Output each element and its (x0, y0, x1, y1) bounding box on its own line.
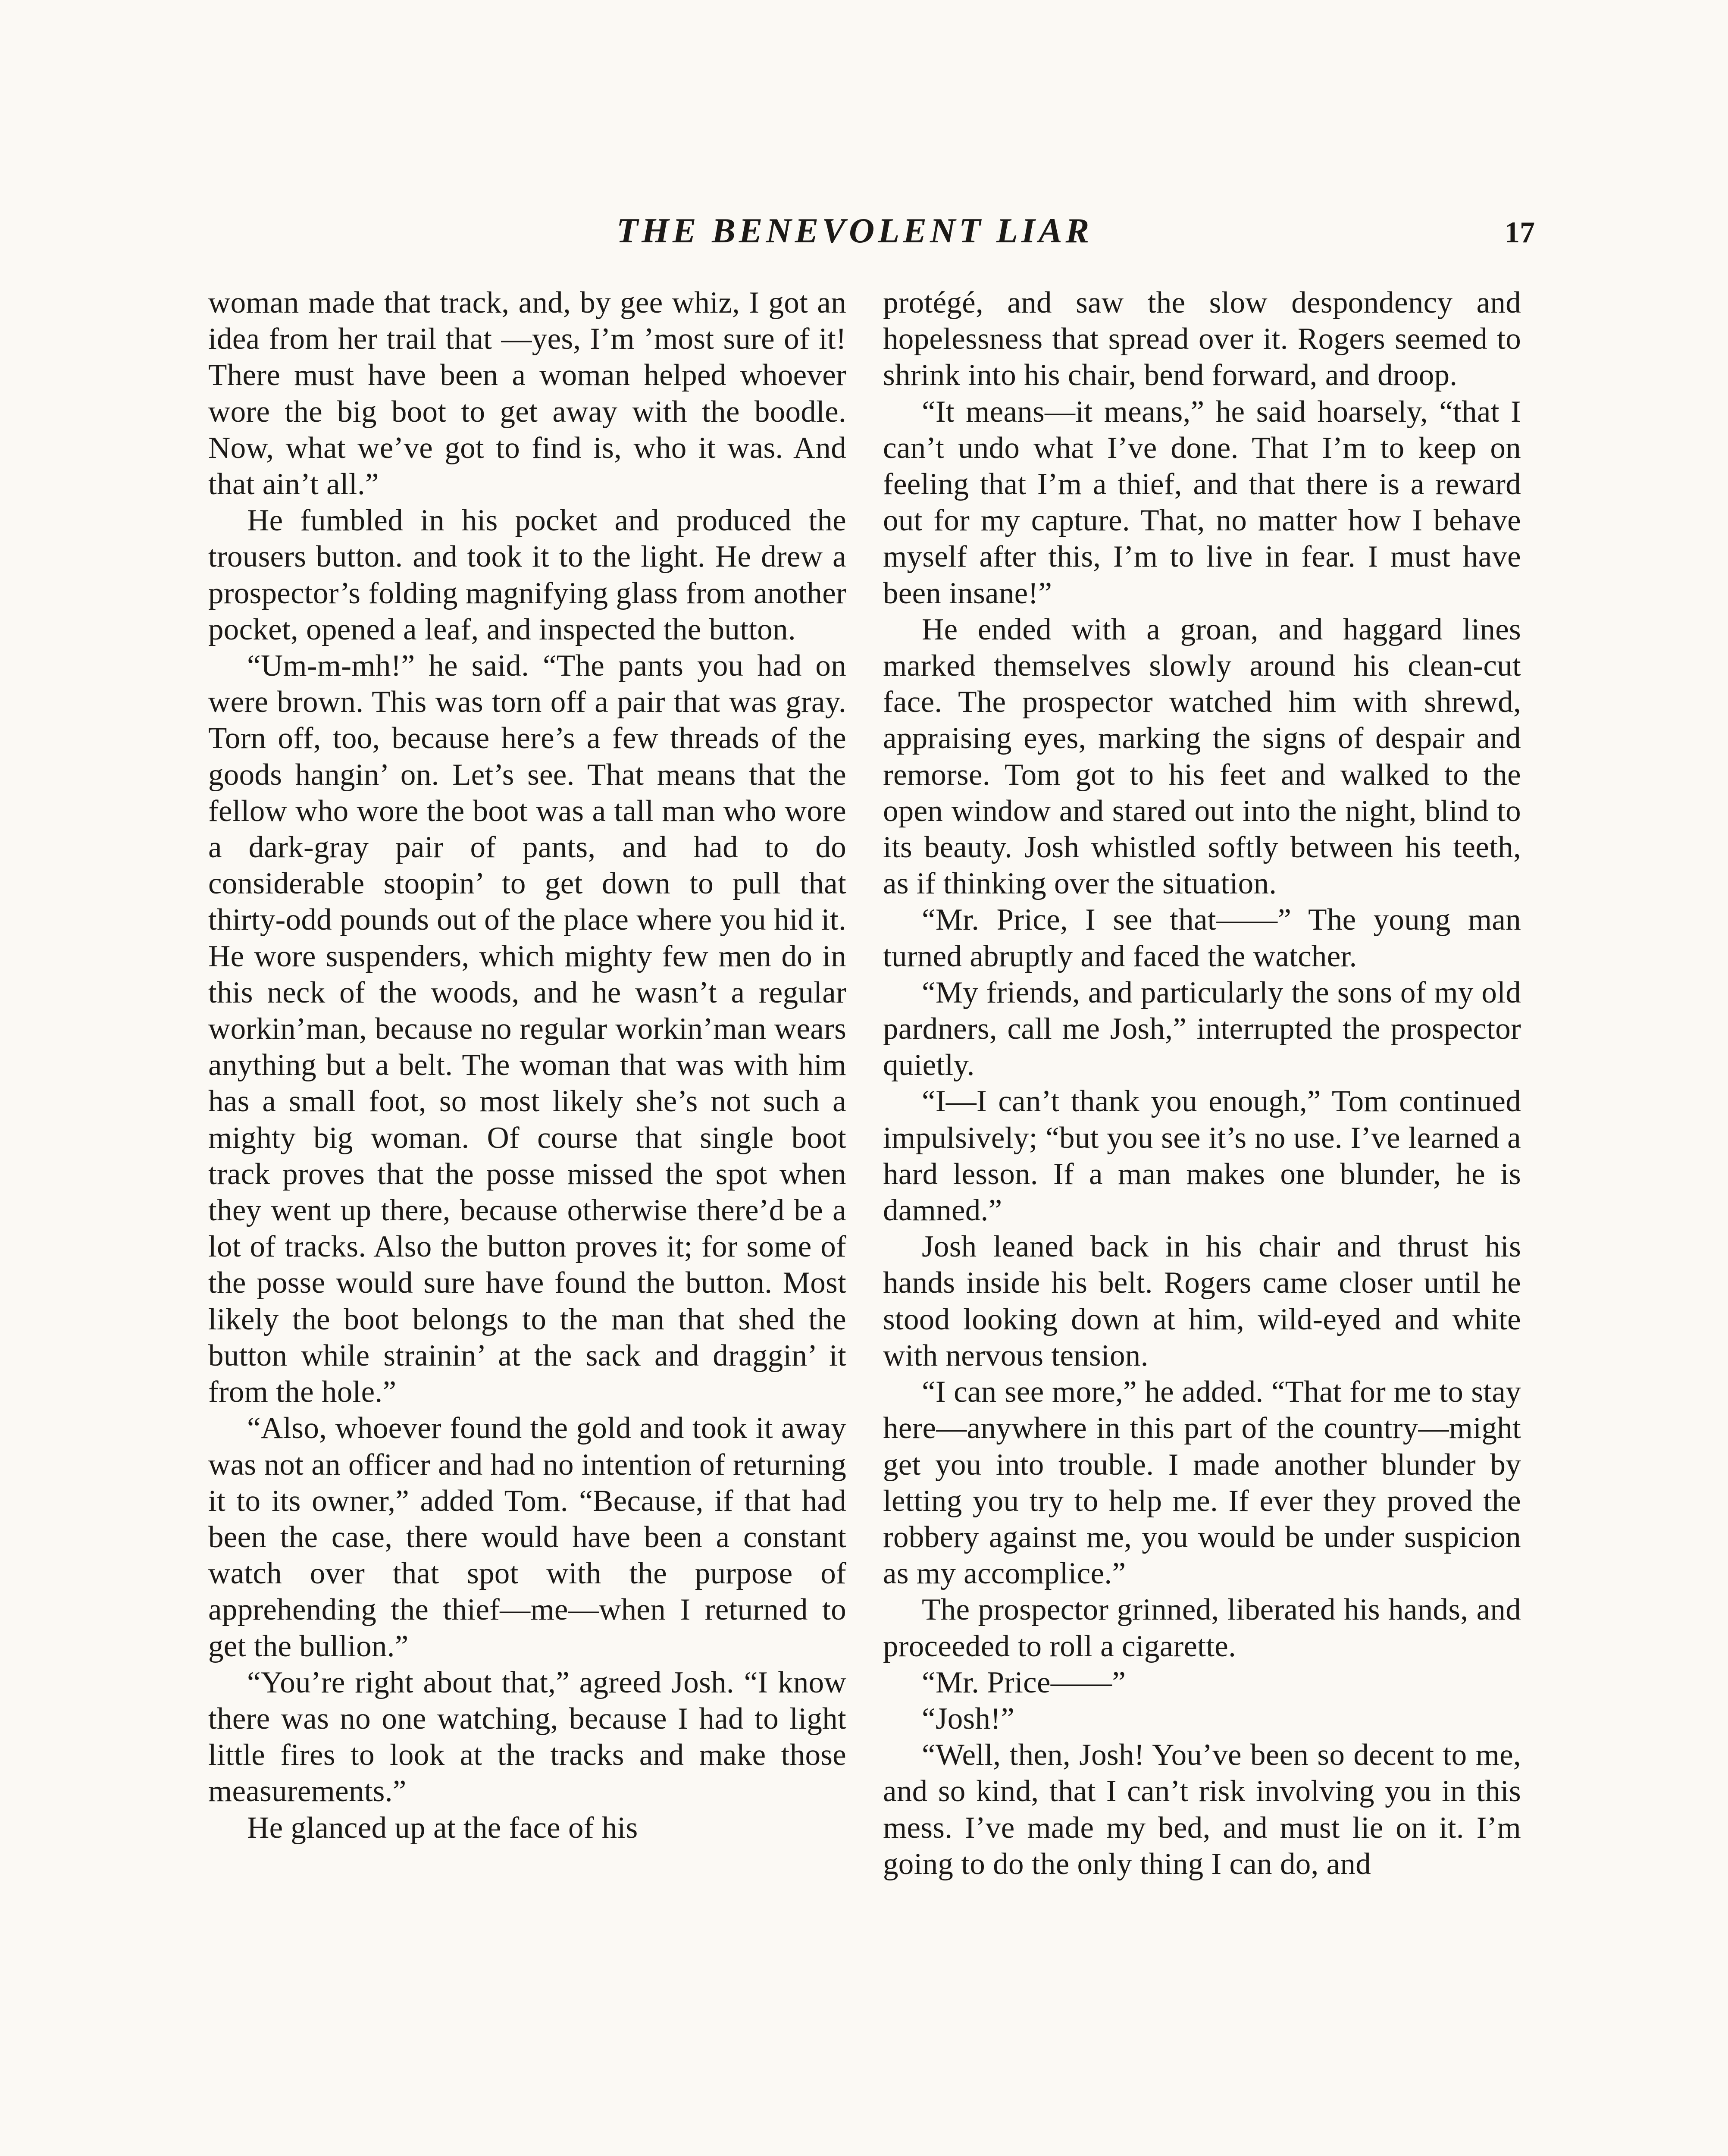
right-paragraph-4: “Mr. Price, I see that——” The young man turned abruptly and faced the watcher. (883, 903, 1521, 973)
left-paragraph-5: “You’re right about that,” agreed Josh. “I know there was no one watching, because I had to light little fires to look at the tracks and make those measurements.” (208, 1665, 846, 1808)
left-paragraph-6: He glanced up at the face of his (247, 1811, 638, 1845)
left-paragraph-2: He fumbled in his pocket and produced the trousers button. and took it to the light. He drew a prospector’s folding magnifying glass from another pocket, opened a leaf, and inspected the button. (208, 504, 846, 646)
page-header (207, 203, 1535, 263)
right-paragraph-2: “It means—it means,” he said hoarsely, “that I can’t undo what I’ve done. That I’m to keep on feeling that I’m a thief, and that there is a reward out for my capture. That, no matter how I behave myself after this, I’m to live in fear. I must have been insane!” (883, 395, 1521, 610)
right-paragraph-6: “I—I can’t thank you enough,” Tom continued impulsively; “but you see it’s no use. I’ve learned a hard lesson. If a man makes one blunder, he is damned.” (883, 1084, 1521, 1228)
running-head: THE BENEVOLENT LIAR (617, 211, 1093, 250)
left-paragraph-3: “Um-m-mh!” he said. “The pants you had on were brown. This was torn off a pair that was gray. Torn off, too, because here’s a few threads of the goods hangin’ on. Let’s see. That means that the fellow who wore the boot was a tall man who wore a dark-gray pair of pants, and had to do considerable stoopin’ to get down to pull that thirty-odd pounds out of the place where you hid it. He wore suspenders, which mighty few men do in this neck of the woods, and he wasn’t a regular workin’man, because no regular workin’man wears anything but a belt. The woman that was with him has a small foot, so most likely she’s not such a mighty big woman. Of course that single boot track proves that the posse missed the spot when they went up there, because otherwise there’d be a lot of tracks. Also the button proves it; for some of the posse would sure have found the button. Most likely the boot belongs to the man that shed the button while strainin’ at the sack and draggin’ it from the hole.” (208, 649, 846, 1409)
right-paragraph-8: “I can see more,” he added. “That for me to stay here—anywhere in this part of the country—might get you into trouble. I made another blunder by letting you try to help me. If ever they proved the robbery against me, you would be under suspicion as my accomplice.” (883, 1375, 1521, 1591)
right-paragraph-12: “Well, then, Josh! You’ve been so decent to me, and so kind, that I can’t risk involving you in this mess. I’ve made my bed, and must lie on it. I’m going to do the only thing I can do, and (883, 1738, 1521, 1881)
right-text-column (883, 285, 1521, 1882)
left-paragraph-1: woman made that track, and, by gee whiz, I got an idea from her trail that —yes, I’m ’most sure of it! There must have been a woman helped whoever wore the big boot to get away with the boodle. Now, what we’ve got to find is, who it was. And that ain’t all.” (208, 286, 846, 501)
left-text-column (208, 285, 846, 1846)
right-paragraph-11: “Josh!” (922, 1702, 1015, 1736)
right-paragraph-1: protégé, and saw the slow despondency and hopelessness that spread over it. Rogers seemed to shrink into his chair, bend forward, and droop. (883, 286, 1521, 392)
right-paragraph-9: The prospector grinned, liberated his hands, and proceeded to roll a cigarette. (883, 1593, 1521, 1663)
page-number: 17 (1505, 216, 1535, 249)
right-paragraph-5: “My friends, and particularly the sons of my old pardners, call me Josh,” interrupted the prospector quietly. (883, 975, 1521, 1082)
right-paragraph-7: Josh leaned back in his chair and thrust his hands inside his belt. Rogers came closer until he stood looking down at him, wild-eyed and white with nervous tension. (883, 1230, 1521, 1373)
right-paragraph-3: He ended with a groan, and haggard lines marked themselves slowly around his clean-cut face. The prospector watched him with shrewd, appraising eyes, marking the signs of despair and remorse. Tom got to his feet and walked to the open window and stared out into the night, blind to its beauty. Josh whistled softly between his teeth, as if thinking over the situation. (883, 612, 1521, 901)
left-paragraph-4: “Also, whoever found the gold and took it away was not an officer and had no intention of returning it to its owner,” added Tom. “Because, if that had been the case, there would have been a constant watch over that spot with the purpose of apprehending the thief—me—when I returned to get the bullion.” (208, 1411, 846, 1663)
right-paragraph-10: “Mr. Price——” (922, 1665, 1126, 1699)
